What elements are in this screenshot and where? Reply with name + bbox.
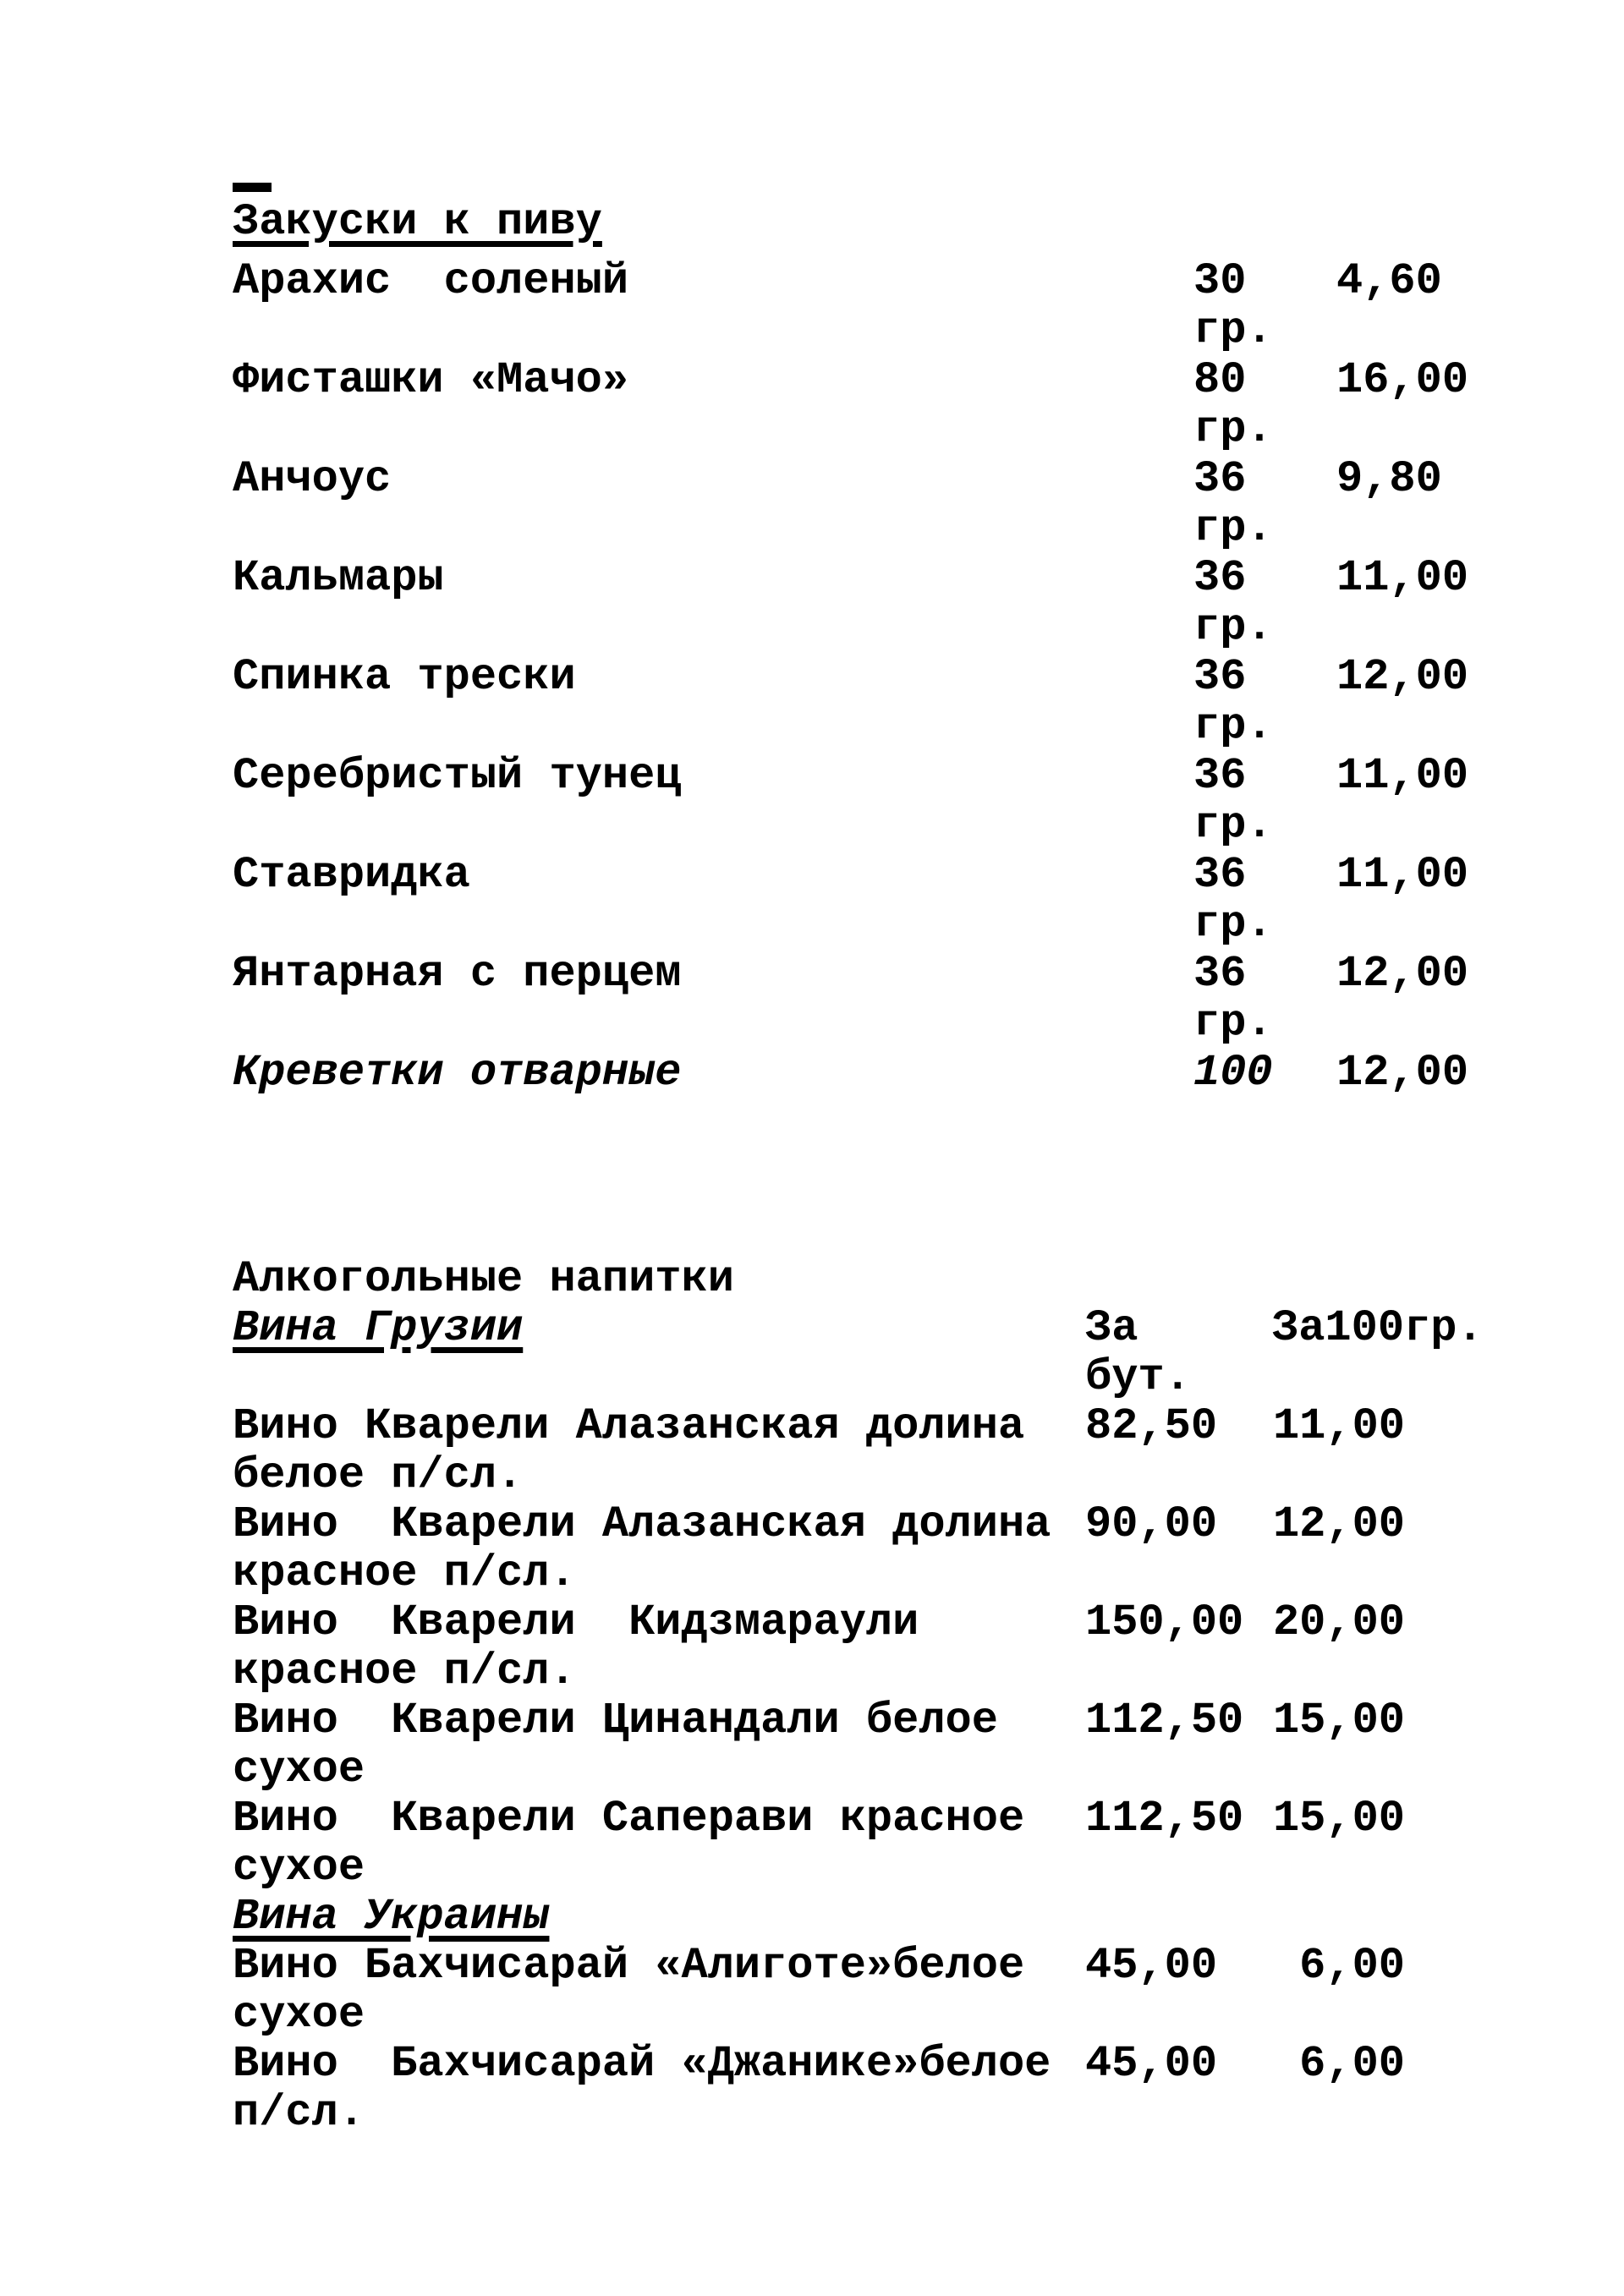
snack-item-name: Янтарная с перцем [233, 949, 682, 999]
wine-item-bottle-price: 90,00 [1085, 1499, 1218, 1549]
snack-item-weight: 30 [1193, 256, 1247, 306]
wine-item-name: Вино Кварели Саперави красное [233, 1794, 1025, 1844]
wine-item-per100-price: 12,00 [1272, 1499, 1405, 1549]
snack-item-weight: 36 [1193, 553, 1247, 603]
stray-dash-mark [233, 183, 272, 192]
snack-item-price: 12,00 [1336, 1048, 1469, 1098]
wine-item-bottle-price: 82,50 [1085, 1401, 1218, 1451]
wine-item-name: Вино Бахчисарай «Алиготе»белое [233, 1941, 1025, 1991]
snack-item-unit: гр. [1193, 602, 1273, 652]
snack-item-name: Креветки отварные [233, 1048, 682, 1098]
wine-item-name: Вино Кварели Цинандали белое [233, 1696, 998, 1745]
snack-item-name: Анчоус [233, 454, 392, 504]
snack-item-weight: 36 [1193, 949, 1247, 999]
snack-item-price: 9,80 [1336, 454, 1442, 504]
snack-item-unit: гр. [1193, 800, 1273, 850]
wine-item-per100-price: 15,00 [1272, 1696, 1405, 1745]
snack-item-name: Фисташки «Мачо» [233, 355, 629, 405]
wine-item-per100-price: 6,00 [1299, 2039, 1405, 2089]
column-header-per-bottle-line1: За [1085, 1303, 1138, 1353]
wine-item-name: Вино Бахчисарай «Джанике»белое [233, 2039, 1051, 2089]
column-header-per-100g: За100гр. [1272, 1303, 1484, 1353]
wine-item-name-line2: красное п/сл. [233, 1548, 576, 1598]
wine-item-bottle-price: 45,00 [1085, 1941, 1218, 1991]
snack-item-name: Кальмары [233, 553, 444, 603]
snack-item-name: Спинка трески [233, 652, 576, 702]
wine-item-name: Вино Кварели Алазанская долина [233, 1499, 1051, 1549]
wine-item-name-line2: красное п/сл. [233, 1647, 576, 1696]
wine-item-per100-price: 11,00 [1272, 1401, 1405, 1451]
wine-item-bottle-price: 150,00 [1085, 1597, 1244, 1647]
snack-item-name: Ставридка [233, 850, 470, 900]
snack-item-weight: 100 [1193, 1048, 1273, 1098]
snack-item-price: 16,00 [1336, 355, 1469, 405]
snack-item-price: 4,60 [1336, 256, 1442, 306]
wine-item-name-line2: белое п/сл. [233, 1450, 524, 1500]
snack-item-price: 12,00 [1336, 652, 1469, 702]
snack-item-unit: гр. [1193, 701, 1273, 751]
snack-item-unit: гр. [1193, 404, 1273, 454]
wine-item-name: Вино Кварели Кидзмараули [233, 1597, 919, 1647]
wine-item-name-line2: п/сл. [233, 2088, 365, 2138]
wine-item-name: Вино Кварели Алазанская долина [233, 1401, 1025, 1451]
snack-item-unit: гр. [1193, 998, 1273, 1048]
wine-item-name-line2: сухое [233, 1990, 365, 2040]
snack-item-price: 11,00 [1336, 751, 1469, 801]
snack-item-price: 11,00 [1336, 553, 1469, 603]
wine-item-per100-price: 20,00 [1272, 1597, 1405, 1647]
section-title-alcohol: Алкогольные напитки [233, 1254, 734, 1304]
snack-item-unit: гр. [1193, 503, 1273, 553]
snack-item-unit: гр. [1193, 899, 1273, 949]
snack-item-weight: 80 [1193, 355, 1247, 405]
wine-item-bottle-price: 45,00 [1085, 2039, 1218, 2089]
snack-item-name: Серебристый тунец [233, 751, 682, 801]
wine-item-name-line2: сухое [233, 1843, 365, 1893]
snack-item-weight: 36 [1193, 850, 1247, 900]
column-header-per-bottle-line2: бут. [1085, 1352, 1191, 1402]
snack-item-unit: гр. [1193, 305, 1273, 355]
snack-item-weight: 36 [1193, 652, 1247, 702]
wine-item-name-line2: сухое [233, 1745, 365, 1795]
snack-item-name: Арахис соленый [233, 256, 629, 306]
snack-item-weight: 36 [1193, 751, 1247, 801]
wine-item-bottle-price: 112,50 [1085, 1794, 1244, 1844]
snack-item-weight: 36 [1193, 454, 1247, 504]
subsection-title-ukraine-wines: Вина Украины [233, 1892, 550, 1942]
wine-item-per100-price: 6,00 [1299, 1941, 1405, 1991]
subsection-title-georgia-wines: Вина Грузии [233, 1303, 524, 1353]
wine-item-bottle-price: 112,50 [1085, 1696, 1244, 1745]
snack-item-price: 12,00 [1336, 949, 1469, 999]
section-title-snacks: Закуски к пиву [233, 197, 602, 247]
wine-item-per100-price: 15,00 [1272, 1794, 1405, 1844]
snack-item-price: 11,00 [1336, 850, 1469, 900]
